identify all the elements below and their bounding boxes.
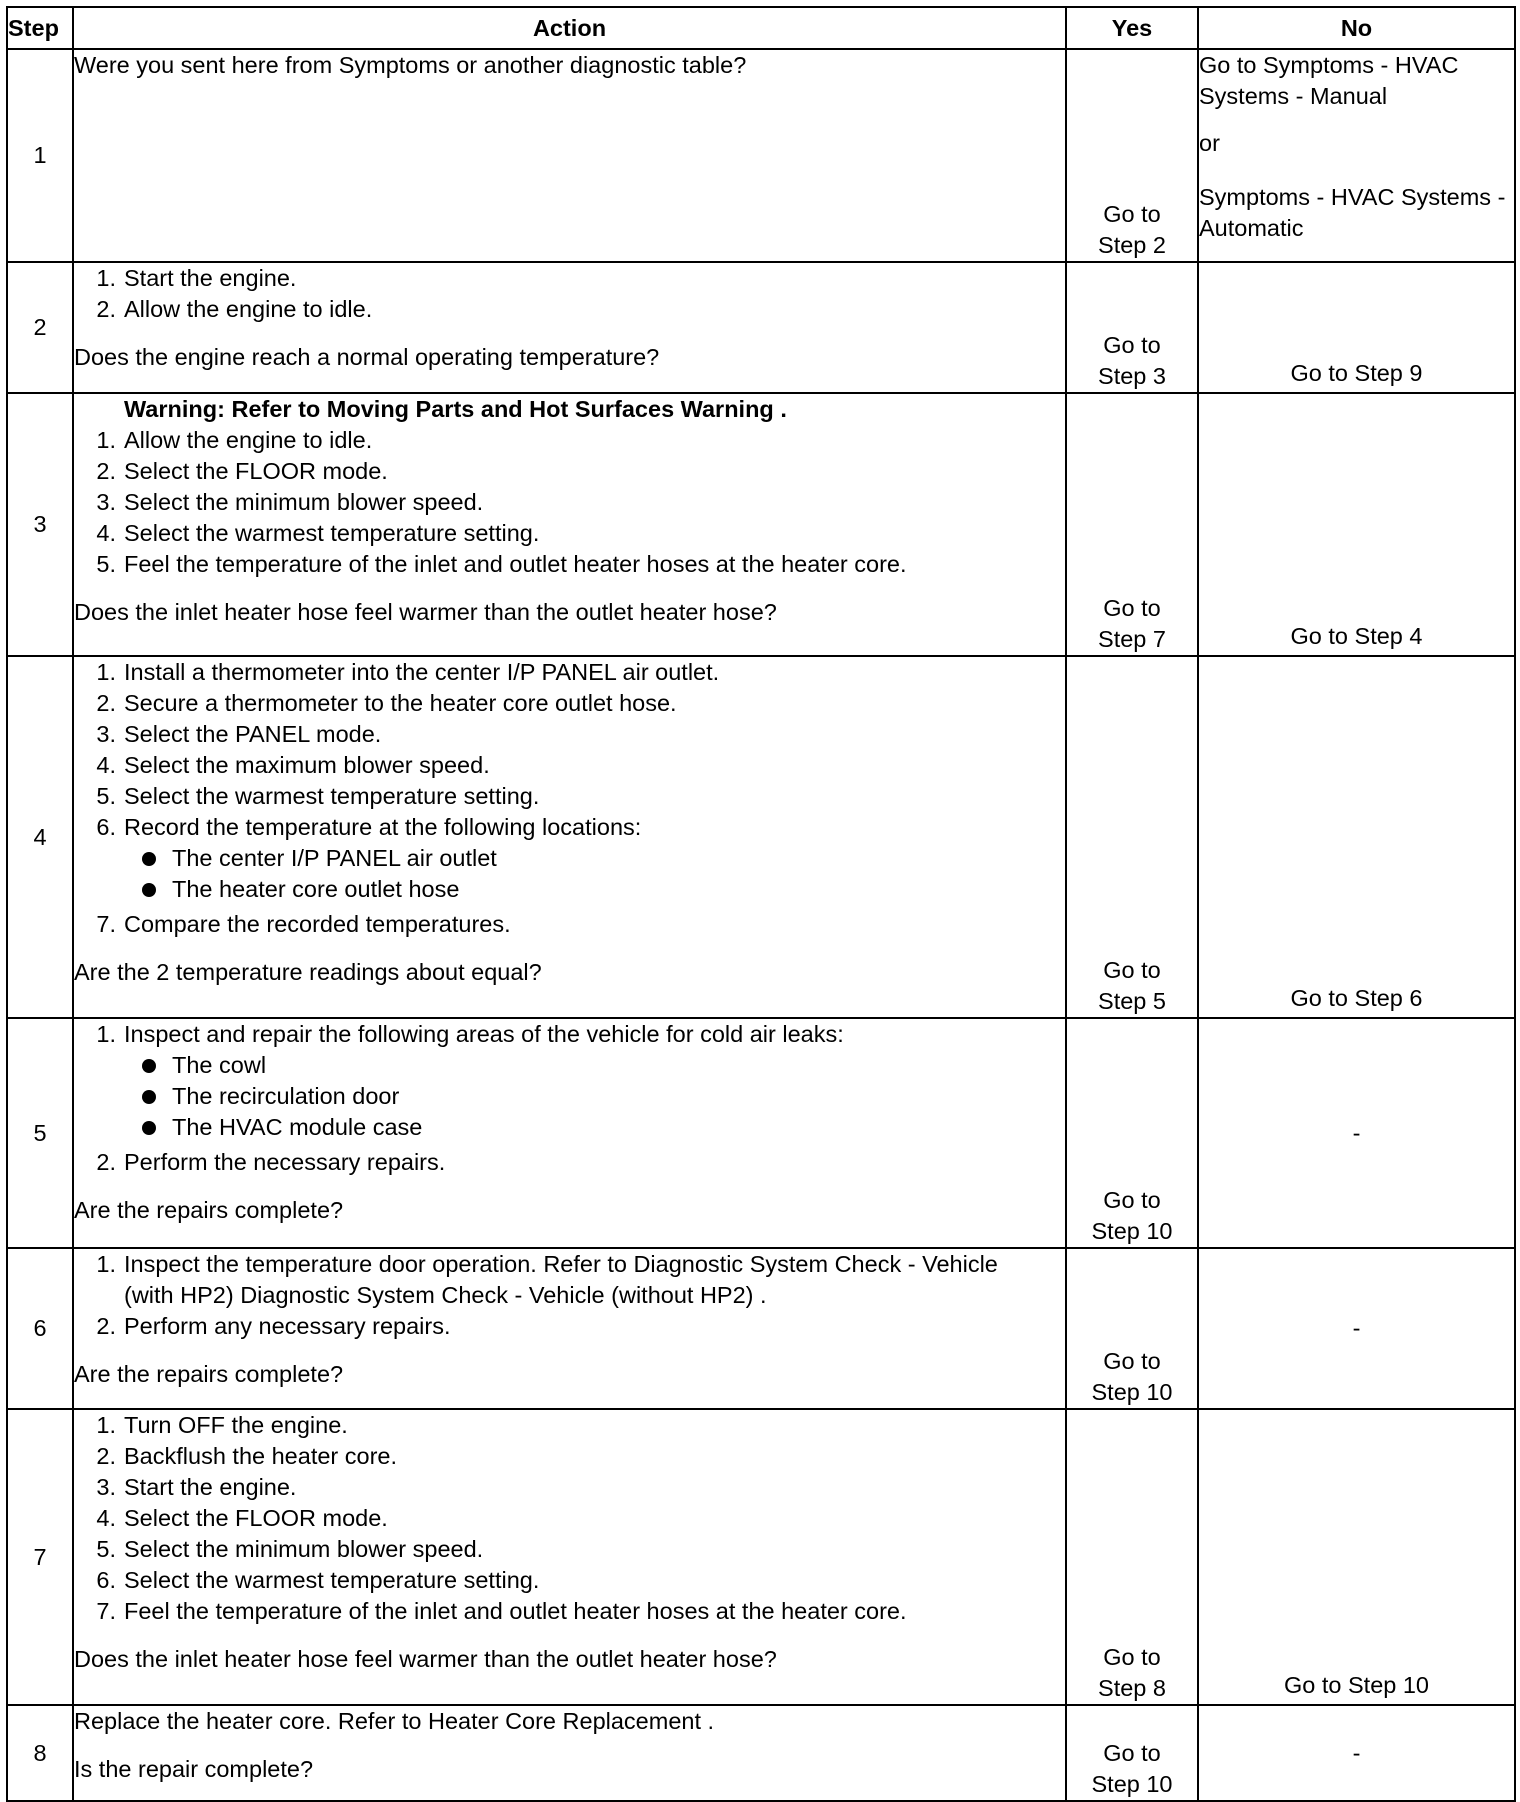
list-item: 2. Backflush the heater core. <box>96 1443 398 1469</box>
no-cell <box>1198 1248 1515 1409</box>
step-number: 5 <box>7 1018 73 1248</box>
table-row <box>7 656 1515 1018</box>
bullet-item: The HVAC module case <box>74 1112 1065 1143</box>
no-text-line: Go to Symptoms - HVAC Systems - Manual <box>1199 52 1459 109</box>
action-cell <box>73 1409 1066 1705</box>
question-text: Are the repairs complete? <box>74 1361 344 1387</box>
action-cell <box>73 656 1066 1018</box>
no-cell <box>1198 656 1515 1018</box>
list-item: 3. Select the PANEL mode. <box>96 721 382 747</box>
list-item: 1. Inspect and repair the following areas of the vehicle for cold air leaks: <box>96 1021 844 1047</box>
list-item: 1. Inspect the temperature door operation. Refer to Diagnostic System Check - Vehicle (with HP2) Diagnostic System Check - Vehicle (without HP2) . <box>96 1251 998 1308</box>
warning-text: Warning: Refer to Moving Parts and Hot Surfaces Warning . <box>124 396 787 422</box>
header-action: Action <box>73 7 1066 49</box>
yes-text: Go to Step 10 <box>1091 1187 1173 1244</box>
question-text: Does the engine reach a normal operating temperature? <box>74 344 660 370</box>
question-text: Does the inlet heater hose feel warmer than the outlet heater hose? <box>74 599 777 625</box>
yes-cell <box>1066 1705 1198 1801</box>
bullet-icon <box>142 1059 156 1073</box>
yes-cell <box>1066 262 1198 393</box>
list-item: 5. Select the warmest temperature setting. <box>96 783 540 809</box>
list-item: 1. Turn OFF the engine. <box>96 1412 348 1438</box>
list-item: 4. Select the maximum blower speed. <box>96 752 490 778</box>
no-text: - <box>1352 1739 1361 1766</box>
step-number: 1 <box>7 49 73 262</box>
step-number: 3 <box>7 393 73 656</box>
no-cell <box>1198 49 1515 262</box>
yes-text: Go to Step 10 <box>1091 1348 1173 1405</box>
yes-cell <box>1066 1409 1198 1705</box>
action-cell <box>73 49 1066 262</box>
action-cell <box>73 1018 1066 1248</box>
list-item: 4. Select the FLOOR mode. <box>96 1505 388 1531</box>
question-text: Are the repairs complete? <box>74 1197 344 1223</box>
no-text: Go to Step 6 <box>1290 985 1423 1011</box>
table-row <box>7 49 1515 262</box>
bullet-item: The cowl <box>74 1050 1065 1081</box>
yes-text: Go to Step 2 <box>1098 201 1166 258</box>
action-cell <box>73 1248 1066 1409</box>
bullet-icon <box>142 883 156 897</box>
question-text: Does the inlet heater hose feel warmer than the outlet heater hose? <box>74 1646 777 1672</box>
list-item: 6. Select the warmest temperature setting. <box>96 1567 540 1593</box>
no-text: Go to Step 10 <box>1283 1672 1430 1698</box>
action-cell <box>73 393 1066 656</box>
table-row <box>7 393 1515 656</box>
bullet-icon <box>142 1121 156 1135</box>
header-step: Step <box>7 7 73 49</box>
step-number: 2 <box>7 262 73 393</box>
no-cell <box>1198 1018 1515 1248</box>
yes-text: Go to Step 7 <box>1098 595 1166 652</box>
bullet-icon <box>142 852 156 866</box>
list-item: 2. Perform the necessary repairs. <box>96 1149 446 1175</box>
action-text: Were you sent here from Symptoms or another diagnostic table? <box>74 52 747 78</box>
step-number: 6 <box>7 1248 73 1409</box>
no-text: Go to Step 9 <box>1290 360 1423 386</box>
yes-text: Go to Step 3 <box>1098 332 1166 389</box>
yes-cell <box>1066 1248 1198 1409</box>
list-item: 1. Start the engine. <box>96 265 297 291</box>
yes-text: Go to Step 10 <box>1091 1740 1173 1797</box>
yes-cell <box>1066 393 1198 656</box>
table-row <box>7 262 1515 393</box>
diagnostic-table <box>6 6 1516 1802</box>
step-number: 4 <box>7 656 73 1018</box>
list-item: 7. Compare the recorded temperatures. <box>96 911 511 937</box>
bullet-item: The recirculation door <box>74 1081 1065 1112</box>
yes-text: Go to Step 8 <box>1098 1644 1166 1701</box>
no-cell <box>1198 1705 1515 1801</box>
list-item: 3. Start the engine. <box>96 1474 297 1500</box>
table-row <box>7 1409 1515 1705</box>
list-item: 7. Feel the temperature of the inlet and outlet heater hoses at the heater core. <box>96 1598 907 1624</box>
list-item: 6. Record the temperature at the following locations: <box>96 814 642 840</box>
step-number: 8 <box>7 1705 73 1801</box>
header-yes: Yes <box>1066 7 1198 49</box>
list-item: 1. Install a thermometer into the center I/P PANEL air outlet. <box>96 659 720 685</box>
question-text: Is the repair complete? <box>74 1756 314 1782</box>
action-cell <box>73 1705 1066 1801</box>
list-item: 1. Allow the engine to idle. <box>96 427 373 453</box>
no-text: Go to Step 4 <box>1290 623 1423 649</box>
header-row <box>7 7 1515 49</box>
step-number: 7 <box>7 1409 73 1705</box>
table-row <box>7 1018 1515 1248</box>
bullet-item: The heater core outlet hose <box>74 874 1065 905</box>
header-no: No <box>1198 7 1515 49</box>
no-cell <box>1198 1409 1515 1705</box>
no-text: - <box>1352 1119 1361 1146</box>
yes-cell <box>1066 49 1198 262</box>
bullet-icon <box>142 1090 156 1104</box>
question-text: Are the 2 temperature readings about equal? <box>74 959 542 985</box>
no-text-line: or <box>1199 130 1220 156</box>
list-item: 2. Allow the engine to idle. <box>96 296 373 322</box>
list-item: 4. Select the warmest temperature setting. <box>96 520 540 546</box>
list-item: 5. Select the minimum blower speed. <box>96 1536 484 1562</box>
table-row <box>7 1705 1515 1801</box>
action-cell <box>73 262 1066 393</box>
list-item: 2. Perform any necessary repairs. <box>96 1313 451 1339</box>
yes-text: Go to Step 5 <box>1098 957 1166 1014</box>
list-item: 3. Select the minimum blower speed. <box>96 489 484 515</box>
list-item: 5. Feel the temperature of the inlet and outlet heater hoses at the heater core. <box>96 551 907 577</box>
bullet-item: The center I/P PANEL air outlet <box>74 843 1065 874</box>
table-row <box>7 1248 1515 1409</box>
list-item: 2. Select the FLOOR mode. <box>96 458 388 484</box>
yes-cell <box>1066 1018 1198 1248</box>
list-item: 2. Secure a thermometer to the heater core outlet hose. <box>96 690 677 716</box>
no-text-line: Symptoms - HVAC Systems - Automatic <box>1199 184 1506 241</box>
yes-cell <box>1066 656 1198 1018</box>
no-cell <box>1198 262 1515 393</box>
no-text: - <box>1352 1315 1361 1341</box>
action-text: Replace the heater core. Refer to Heater Core Replacement . <box>74 1708 715 1734</box>
no-cell <box>1198 393 1515 656</box>
